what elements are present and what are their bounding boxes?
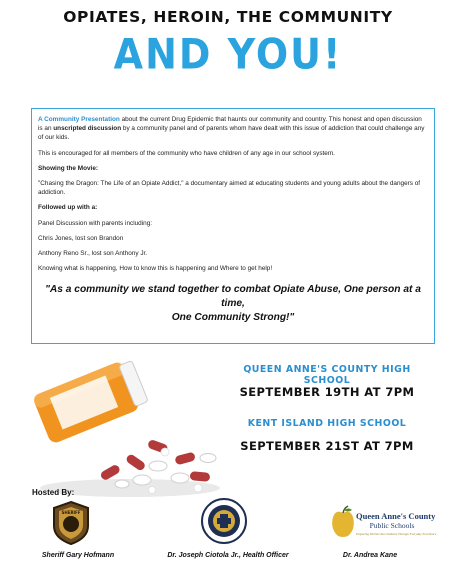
parent-1: Chris Jones, lost son Brandon — [38, 234, 124, 242]
host-2-name: Dr. Joseph Ciotola Jr., Health Officer — [167, 552, 289, 559]
hosted-by-label: Hosted By: — [32, 488, 75, 497]
parent-2: Anthony Reno Sr., lost son Anthony Jr. — [38, 250, 148, 258]
event-1-date: SEPTEMBER 19TH AT 7PM — [239, 385, 415, 399]
intro-text-c: by a community panel and of parents whom have dealt with this issue of addiction that could challenge any of our kids. — [38, 125, 425, 142]
intro-lead: A Community Presentation — [38, 116, 120, 123]
qac-public-schools: Public Schools — [369, 521, 415, 530]
health-department-seal-logo — [200, 497, 248, 545]
pill-bottle-image — [30, 350, 230, 500]
host-3-name: Dr. Andrea Kane — [342, 552, 398, 559]
intro-text-a: about the current Drug Epidemic that haunts our community and country. This honest and open discussion is an — [38, 116, 422, 133]
event-2-date: SEPTEMBER 21ST AT 7PM — [240, 439, 414, 453]
encouraged-text: This is encouraged for all members of the community who have children of any age in our school system. — [38, 149, 335, 157]
movie-text: "Chasing the Dragon: The Life of an Opiate Addict," a documentary aimed at educating students and young adults about the dangers of addiction. — [38, 180, 421, 197]
title-line-2: AND YOU! — [113, 29, 343, 79]
sheriff-badge-logo — [48, 500, 94, 546]
qac-tagline: Preparing World-Class Students Through Everyday Excellence — [356, 532, 437, 536]
qac-name: Queen Anne's County — [356, 511, 436, 521]
followup-heading: Followed up with a: — [38, 204, 98, 212]
intro-paragraph — [38, 115, 428, 143]
intro-text-b: unscripted discussion — [53, 125, 122, 133]
event-1-school: QUEEN ANNE'S COUNTY HIGH SCHOOL — [243, 364, 411, 386]
title-line-1: OPIATES, HEROIN, THE COMMUNITY — [63, 8, 393, 26]
slogan-line-2: One Community Strong!" — [171, 312, 295, 324]
movie-heading: Showing the Movie: — [38, 164, 98, 172]
slogan-line-1: "As a community we stand together to combat Opiate Abuse, One person at a time, — [45, 284, 421, 310]
apple-logo — [330, 505, 356, 539]
sheriff-badge-text: SHERIFF — [61, 510, 81, 515]
slogan — [38, 283, 428, 325]
panel-text: Panel Discussion with parents including: — [38, 219, 153, 227]
qac-logo-text — [356, 511, 446, 536]
event-2-school: KENT ISLAND HIGH SCHOOL — [247, 418, 407, 429]
knowing-text: Knowing what is happening, How to know this is happening and Where to get help! — [38, 265, 273, 273]
host-1-name: Sheriff Gary Hofmann — [41, 552, 115, 559]
info-box — [31, 108, 435, 344]
